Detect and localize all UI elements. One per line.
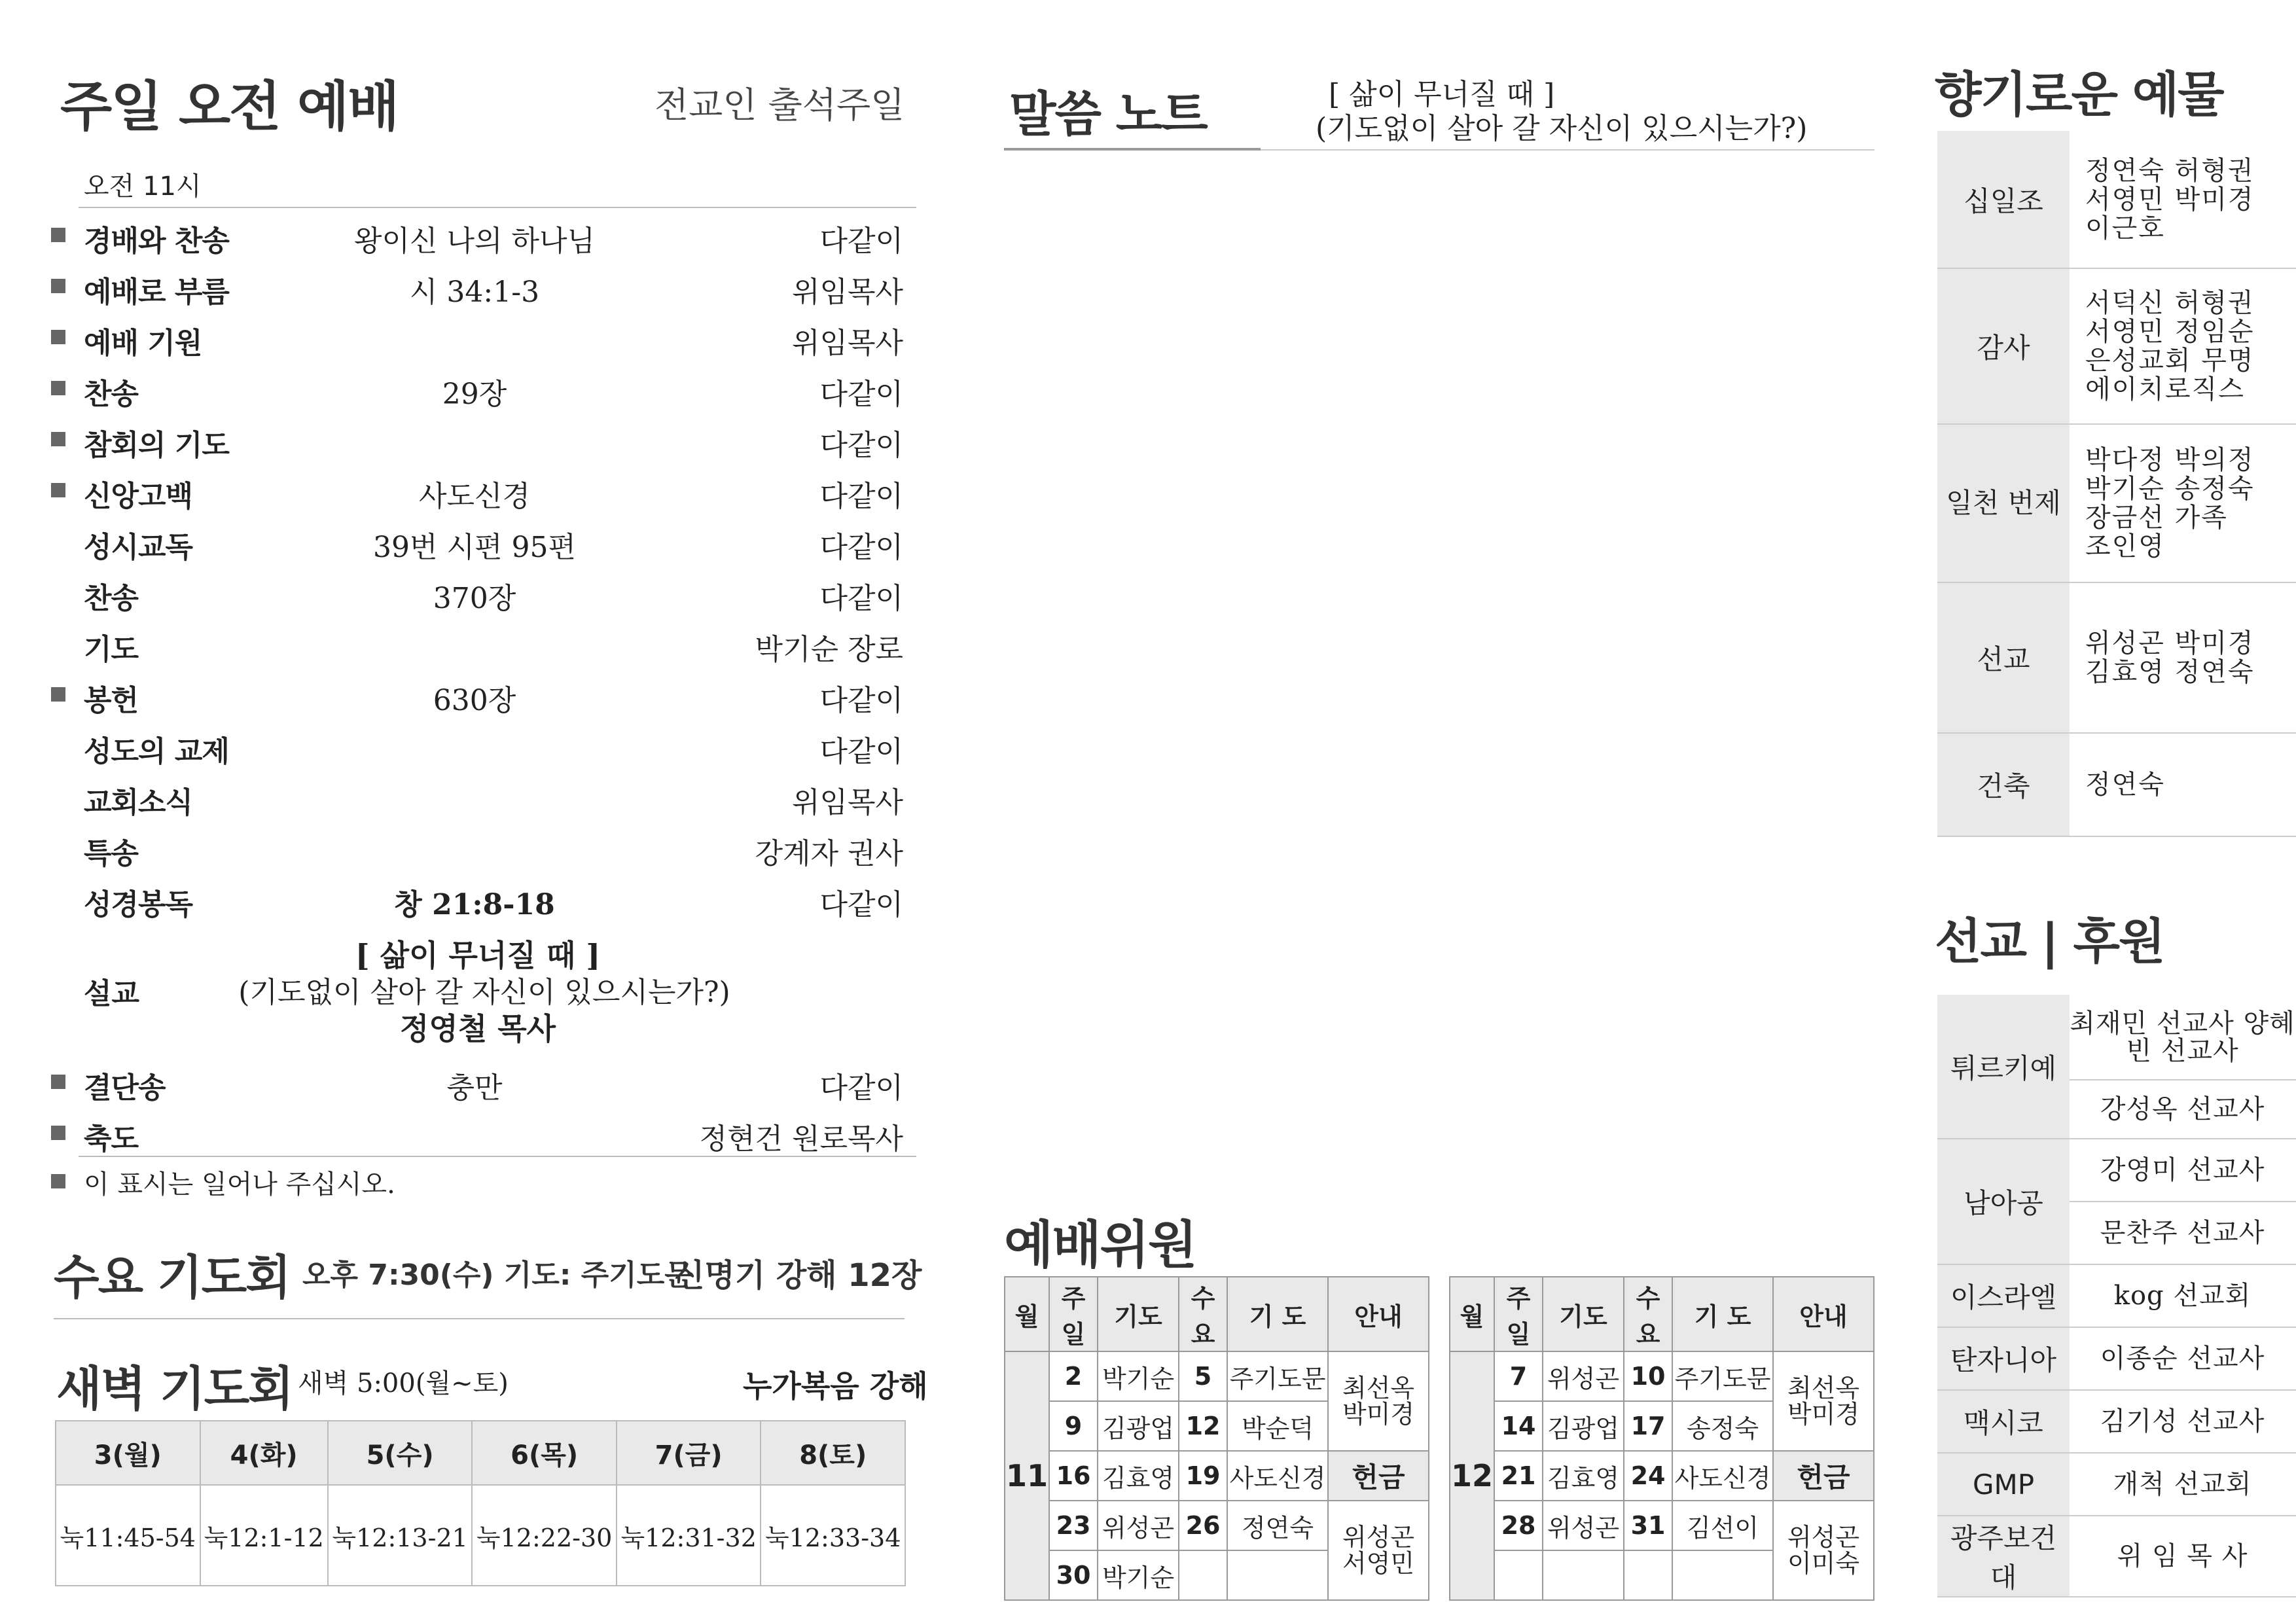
prayer-name: 위성곤 (1543, 1351, 1624, 1401)
missionary: 개척 선교회 (2070, 1453, 2296, 1516)
wed-prayer-name: 정연숙 (1227, 1501, 1328, 1550)
stand-marker-icon (51, 279, 65, 293)
sermon-title: [ 삶이 무너질 때 ] (355, 938, 601, 973)
offering-row (1937, 733, 2296, 836)
order-item-content: 29장 (442, 378, 507, 411)
wednesday-date: 17 (1624, 1401, 1672, 1451)
servers-title: 예배위원 (1004, 1216, 1196, 1275)
mission-row (1937, 1453, 2296, 1516)
worship-subtitle: 전교인 출석주일 (655, 84, 905, 126)
donor-names: 에이치로직스 (2085, 374, 2245, 404)
stand-marker-icon (51, 381, 65, 395)
wednesday-info: 오후 7:30(수) 기도: 주기도문 (302, 1258, 692, 1292)
dawn-title: 새벽 기도회 (56, 1361, 293, 1416)
servers-table-november (1004, 1276, 1429, 1601)
order-row (0, 259, 916, 310)
order-item-name: 축도 (84, 1122, 139, 1156)
day-header: 4(화) (200, 1421, 328, 1485)
order-item-name: 찬송 (84, 582, 139, 615)
order-item-name: 교회소식 (84, 786, 193, 819)
order-item-leader: 다같이 (819, 888, 903, 921)
sermon-row (0, 929, 916, 1044)
order-row (0, 565, 916, 616)
col-month: 월 (1005, 1277, 1049, 1351)
guide-names: 위성곤 서영민 (1328, 1501, 1429, 1600)
sunday-date: 16 (1049, 1451, 1098, 1501)
missionary: 위 임 목 사 (2070, 1516, 2296, 1597)
order-item-name: 결단송 (84, 1071, 166, 1105)
mission-row (1937, 995, 2296, 1080)
mission-row (1937, 1327, 2296, 1390)
wed-prayer-name: 박순덕 (1227, 1401, 1328, 1451)
donor-names: 서영민 정임순 (2085, 317, 2255, 347)
table-row (1005, 1501, 1429, 1550)
stand-marker-icon (51, 228, 65, 242)
reading-cell: 눅12:31-32 (617, 1485, 761, 1586)
stand-note: 이 표시는 일어나 주십시오. (84, 1169, 395, 1200)
prayer-name: 위성곤 (1098, 1501, 1179, 1550)
mission-row (1937, 1390, 2296, 1453)
wednesday-title: 수요 기도회 (54, 1250, 290, 1305)
sunday-date: 21 (1494, 1451, 1543, 1501)
offering-row (1937, 582, 2296, 733)
prayer-name: 김효영 (1543, 1451, 1624, 1501)
table-header-row (1450, 1277, 1874, 1351)
wednesday-date: 26 (1179, 1501, 1227, 1550)
dawn-schedule-table (55, 1420, 906, 1586)
order-item-leader: 다같이 (819, 429, 903, 462)
offering-label: 헌금 (1773, 1451, 1874, 1501)
offerings-title: 향기로운 예물 (1935, 67, 2223, 123)
offering-row (1937, 131, 2296, 268)
mission-row (1937, 1264, 2296, 1327)
divider (54, 1318, 905, 1319)
col-wednesday: 수요 (1179, 1277, 1227, 1351)
order-row (0, 514, 916, 565)
stand-marker-icon (51, 432, 65, 446)
col-sunday: 주일 (1494, 1277, 1543, 1351)
donor-names: 위성곤 박미경 (2085, 628, 2255, 658)
order-item-content: 시 34:1-3 (409, 276, 540, 309)
prayer-name (1543, 1550, 1624, 1600)
offering-row (1937, 424, 2296, 582)
mission-country: 맥시코 (1937, 1390, 2070, 1453)
order-item-content: 창 21:8-18 (394, 888, 555, 921)
wednesday-date (1179, 1550, 1227, 1600)
offering-row (1937, 268, 2296, 424)
offering-donors (2070, 733, 2296, 836)
order-item-leader: 위임목사 (791, 276, 903, 309)
order-item-name: 성도의 교제 (84, 735, 229, 768)
col-sunday: 주일 (1049, 1277, 1098, 1351)
missionary: kog 선교회 (2070, 1264, 2296, 1327)
wednesday-date: 31 (1624, 1501, 1672, 1550)
wednesday-date: 19 (1179, 1451, 1227, 1501)
worship-title: 주일 오전 예배 (60, 76, 399, 138)
col-month: 월 (1450, 1277, 1494, 1351)
table-row (1450, 1351, 1874, 1401)
order-item-leader: 강계자 권사 (755, 837, 903, 870)
sunday-date (1494, 1550, 1543, 1600)
mission-row (1937, 1516, 2296, 1597)
missionary: 강성옥 선교사 (2070, 1080, 2296, 1139)
sunday-date: 14 (1494, 1401, 1543, 1451)
offering-type: 건축 (1937, 733, 2070, 836)
wed-prayer-name: 김선이 (1672, 1501, 1773, 1550)
donor-names: 박다정 박의정 (2085, 445, 2255, 475)
offering-donors (2070, 131, 2296, 268)
sunday-date: 7 (1494, 1351, 1543, 1401)
table-row (56, 1485, 905, 1586)
stand-marker-icon (51, 483, 65, 497)
order-item-content: 사도신경 (418, 480, 530, 513)
order-item-leader: 정현건 원로목사 (699, 1122, 903, 1156)
sermon-preacher: 정영철 목사 (399, 1011, 556, 1046)
order-row (0, 719, 916, 770)
order-row (0, 872, 916, 923)
wed-prayer-name: 주기도문 (1672, 1351, 1773, 1401)
order-row (0, 1106, 916, 1157)
stand-marker-icon (51, 687, 65, 702)
order-item-name: 기도 (84, 633, 139, 666)
donor-names: 이근호 (2085, 213, 2165, 243)
wednesday-date (1624, 1550, 1672, 1600)
order-item-content: 630장 (433, 684, 516, 717)
mission-country: 광주보건대 (1937, 1516, 2070, 1597)
day-header: 3(월) (56, 1421, 200, 1485)
order-item-leader: 다같이 (819, 480, 903, 513)
donor-names: 조인영 (2085, 531, 2165, 562)
wednesday-date: 24 (1624, 1451, 1672, 1501)
sunday-date: 2 (1049, 1351, 1098, 1401)
mission-country: GMP (1937, 1453, 2070, 1516)
order-item-name: 참회의 기도 (84, 429, 229, 462)
table-row (1005, 1351, 1429, 1401)
stand-marker-icon (51, 330, 65, 344)
order-item-leader: 위임목사 (791, 786, 903, 819)
wednesday-date: 5 (1179, 1351, 1227, 1401)
order-item-content: 370장 (433, 582, 516, 615)
donor-names: 김효영 정연숙 (2085, 657, 2255, 687)
order-item-leader: 다같이 (819, 378, 903, 411)
col-guide: 안내 (1328, 1277, 1429, 1351)
offering-donors (2070, 582, 2296, 733)
guide-names: 최선옥 박미경 (1328, 1351, 1429, 1451)
wed-prayer-name (1227, 1550, 1328, 1600)
prayer-name: 위성곤 (1543, 1501, 1624, 1550)
sunday-date: 30 (1049, 1550, 1098, 1600)
order-item-leader: 다같이 (819, 684, 903, 717)
sermon-subtitle: (기도없이 살아 갈 자신이 있으시는가?) (238, 976, 730, 1009)
col-prayer: 기도 (1098, 1277, 1179, 1351)
mission-country: 탄자니아 (1937, 1327, 2070, 1390)
order-item-content: 왕이신 나의 하나님 (353, 224, 595, 258)
offering-label: 헌금 (1328, 1451, 1429, 1501)
notes-title: 말씀 노트 (1009, 86, 1207, 143)
prayer-name: 박기순 (1098, 1351, 1179, 1401)
offering-type: 일천 번제 (1937, 424, 2070, 582)
sermon-label: 설교 (84, 977, 140, 1010)
order-row (0, 310, 916, 361)
offering-type: 선교 (1937, 582, 2070, 733)
reading-cell: 눅11:45-54 (56, 1485, 200, 1586)
order-item-name: 신앙고백 (84, 480, 193, 513)
donor-names: 정연숙 허형권 (2085, 155, 2255, 186)
mission-country: 이스라엘 (1937, 1264, 2070, 1327)
wednesday-date: 10 (1624, 1351, 1672, 1401)
order-row (0, 668, 916, 719)
order-item-content: 39번 시편 95편 (373, 531, 576, 564)
offering-type: 십일조 (1937, 131, 2070, 268)
order-row (0, 770, 916, 821)
donor-names: 서덕신 허형권 (2085, 288, 2255, 318)
order-row (0, 361, 916, 412)
wednesday-date: 12 (1179, 1401, 1227, 1451)
missionary: 문찬주 선교사 (2070, 1202, 2296, 1264)
sunday-date: 28 (1494, 1501, 1543, 1550)
sunday-date: 9 (1049, 1401, 1098, 1451)
donor-names: 장금선 가족 (2085, 503, 2228, 533)
order-row (0, 412, 916, 463)
table-header-row (1005, 1277, 1429, 1351)
col-wed-prayer: 기 도 (1227, 1277, 1328, 1351)
dawn-series: 누가복음 강해 (743, 1368, 928, 1404)
donor-names: 서영민 박미경 (2085, 184, 2255, 215)
order-item-leader: 다같이 (819, 531, 903, 564)
order-item-leader: 박기순 장로 (755, 633, 903, 666)
guide-names: 최선옥 박미경 (1773, 1351, 1874, 1451)
table-row (1005, 1451, 1429, 1501)
notes-sermon-subtitle: (기도없이 살아 갈 자신이 있으시는가?) (1316, 112, 1808, 145)
guide-names: 위성곤 이미숙 (1773, 1501, 1874, 1600)
order-row (0, 821, 916, 872)
order-item-name: 예배 기원 (84, 327, 202, 360)
wed-prayer-name: 송정숙 (1672, 1401, 1773, 1451)
offering-donors (2070, 268, 2296, 424)
order-row (0, 1055, 916, 1106)
order-item-leader: 다같이 (819, 1071, 903, 1105)
order-item-name: 봉헌 (84, 684, 139, 717)
col-wed-prayer: 기 도 (1672, 1277, 1773, 1351)
month-cell: 12 (1450, 1351, 1494, 1600)
sunday-date: 23 (1049, 1501, 1098, 1550)
stand-marker-icon (51, 1174, 65, 1188)
donor-names: 은성교회 무명 (2085, 346, 2255, 376)
missions-table (1937, 995, 2296, 1597)
wed-prayer-name: 사도신경 (1672, 1451, 1773, 1501)
order-item-name: 경배와 찬송 (84, 224, 229, 258)
missions-title: 선교 | 후원 (1935, 914, 2164, 970)
wednesday-series: 신명기 강해 12장 (674, 1257, 922, 1294)
mission-country: 튀르키예 (1937, 995, 2070, 1139)
wed-prayer-name (1672, 1550, 1773, 1600)
missionary: 최재민 선교사 양혜빈 선교사 (2070, 995, 2296, 1080)
table-row (1450, 1501, 1874, 1550)
mission-country: 남아공 (1937, 1139, 2070, 1264)
mission-row (1937, 1139, 2296, 1202)
order-item-name: 예배로 부름 (84, 276, 229, 309)
reading-cell: 눅12:33-34 (761, 1485, 905, 1586)
order-item-leader: 다같이 (819, 735, 903, 768)
divider (1004, 148, 1261, 151)
col-prayer: 기도 (1543, 1277, 1624, 1351)
prayer-name: 박기순 (1098, 1550, 1179, 1600)
missionary: 강영미 선교사 (2070, 1139, 2296, 1202)
stand-marker-icon (51, 1126, 65, 1140)
wed-prayer-name: 주기도문 (1227, 1351, 1328, 1401)
offering-donors (2070, 424, 2296, 582)
order-row (0, 208, 916, 259)
prayer-name: 김효영 (1098, 1451, 1179, 1501)
stand-marker-icon (51, 1075, 65, 1089)
dawn-time: 새벽 5:00(월~토) (298, 1368, 509, 1399)
table-row (1450, 1451, 1874, 1501)
reading-cell: 눅12:1-12 (200, 1485, 328, 1586)
order-row (0, 616, 916, 668)
donor-names: 정연숙 (2085, 770, 2165, 800)
notes-sermon-title: [ 삶이 무너질 때 ] (1329, 78, 1555, 111)
day-header: 6(목) (472, 1421, 617, 1485)
wed-prayer-name: 사도신경 (1227, 1451, 1328, 1501)
day-header: 7(금) (617, 1421, 761, 1485)
divider (79, 1156, 916, 1157)
reading-cell: 눅12:13-21 (328, 1485, 473, 1586)
prayer-name: 김광업 (1098, 1401, 1179, 1451)
order-item-name: 특송 (84, 837, 139, 870)
month-cell: 11 (1005, 1351, 1049, 1600)
missionary: 김기성 선교사 (2070, 1390, 2296, 1453)
order-item-leader: 다같이 (819, 224, 903, 258)
day-header: 5(수) (328, 1421, 473, 1485)
offerings-table (1937, 131, 2296, 837)
order-row (0, 463, 916, 514)
order-item-leader: 다같이 (819, 582, 903, 615)
prayer-name: 김광업 (1543, 1401, 1624, 1451)
col-wednesday: 수요 (1624, 1277, 1672, 1351)
donor-names: 박기순 송정숙 (2085, 474, 2255, 504)
table-header-row (56, 1421, 905, 1485)
offering-type: 감사 (1937, 268, 2070, 424)
worship-time: 오전 11시 (84, 171, 202, 202)
missionary: 이종순 선교사 (2070, 1327, 2296, 1390)
order-item-name: 찬송 (84, 378, 139, 411)
order-item-content: 충만 (446, 1071, 503, 1105)
order-item-name: 성경봉독 (84, 888, 193, 921)
col-guide: 안내 (1773, 1277, 1874, 1351)
order-item-leader: 위임목사 (791, 327, 903, 360)
order-item-name: 성시교독 (84, 531, 193, 564)
day-header: 8(토) (761, 1421, 905, 1485)
reading-cell: 눅12:22-30 (472, 1485, 617, 1586)
servers-table-december (1449, 1276, 1874, 1601)
